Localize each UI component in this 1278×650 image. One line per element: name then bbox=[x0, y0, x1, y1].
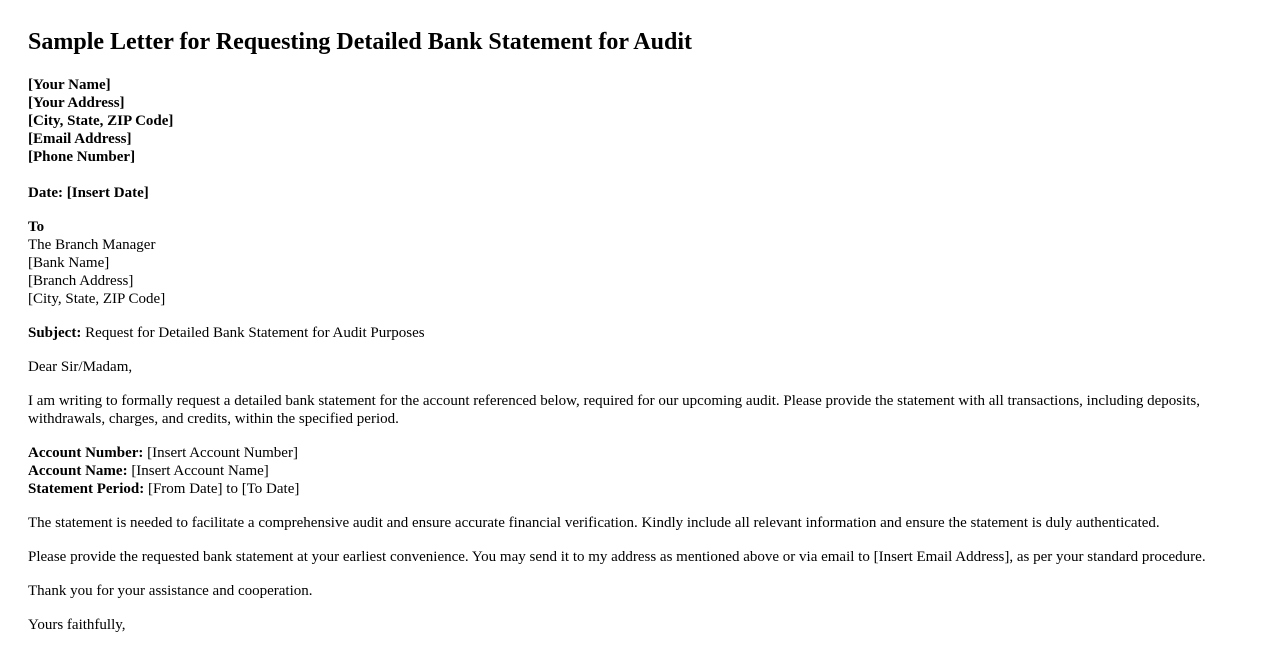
account-number-value: [Insert Account Number] bbox=[147, 445, 298, 461]
recipient-to: To bbox=[28, 219, 45, 235]
sender-address: [Your Address] bbox=[28, 95, 125, 111]
paragraph-purpose: The statement is needed to facilitate a comprehensive audit and ensure accurate financial verification. Kindly include all relevant information and ensure the statement is duly authenticated. bbox=[28, 515, 1160, 531]
paragraph-thanks: Thank you for your assistance and cooperation. bbox=[28, 583, 313, 599]
account-details bbox=[28, 444, 1278, 498]
account-name-value: [Insert Account Name] bbox=[131, 463, 269, 479]
recipient-title: The Branch Manager bbox=[28, 237, 156, 253]
account-name-row bbox=[28, 462, 1278, 480]
statement-period-row bbox=[28, 480, 1278, 498]
recipient-city-state-zip: [City, State, ZIP Code] bbox=[28, 291, 166, 307]
date-line: Date: [Insert Date] bbox=[28, 185, 149, 201]
account-name-label: Account Name: bbox=[28, 463, 128, 479]
closing: Yours faithfully, bbox=[28, 617, 126, 633]
statement-period-value: [From Date] to [To Date] bbox=[147, 481, 300, 497]
sender-name: [Your Name] bbox=[28, 77, 111, 93]
sender-email: [Email Address] bbox=[28, 131, 132, 147]
sender-city-state-zip: [City, State, ZIP Code] bbox=[28, 113, 174, 129]
statement-period-label: Statement Period: bbox=[28, 481, 145, 497]
recipient-bank-name: [Bank Name] bbox=[28, 255, 110, 271]
subject-text: Request for Detailed Bank Statement for Audit Purposes bbox=[85, 325, 425, 341]
paragraph-request: I am writing to formally request a detailed bank statement for the account referenced below, required for our upcoming audit. Please provide the statement with all transactions, including deposits, withdrawals, charges, and credits, within the specified period. bbox=[28, 393, 1200, 427]
recipient-block bbox=[28, 218, 1278, 308]
sender-block bbox=[28, 76, 1278, 166]
recipient-branch-address: [Branch Address] bbox=[28, 273, 134, 289]
subject-label: Subject: bbox=[28, 325, 82, 341]
letter-title: Sample Letter for Requesting Detailed Bank Statement for Audit bbox=[28, 29, 692, 55]
sender-phone: [Phone Number] bbox=[28, 149, 136, 165]
salutation: Dear Sir/Madam, bbox=[28, 359, 133, 375]
paragraph-delivery: Please provide the requested bank statement at your earliest convenience. You may send it to my address as mentioned above or via email to [Insert Email Address], as per your standard procedure. bbox=[28, 549, 1206, 565]
subject-line bbox=[28, 324, 1278, 342]
account-number-label: Account Number: bbox=[28, 445, 144, 461]
account-number-row bbox=[28, 444, 1278, 462]
